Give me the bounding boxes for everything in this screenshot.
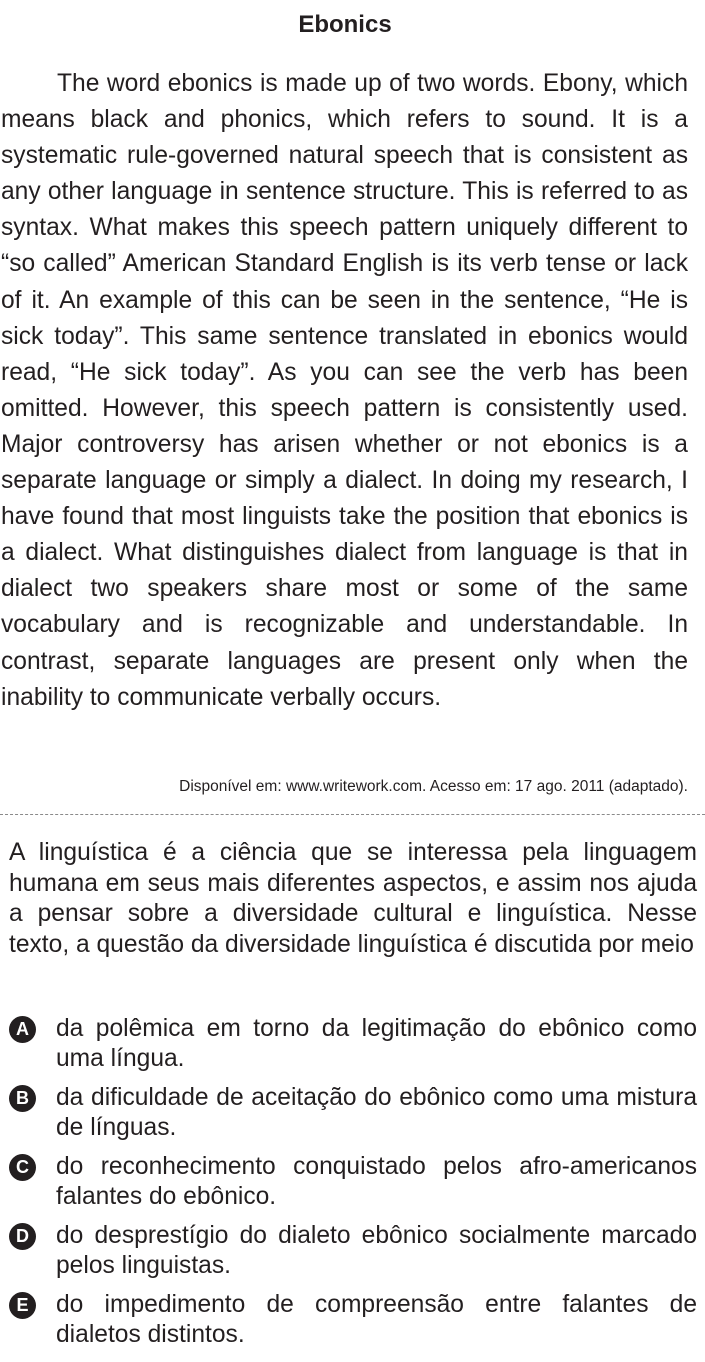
option-letter-d: D bbox=[9, 1223, 36, 1250]
section-divider bbox=[0, 814, 705, 815]
option-a[interactable] bbox=[9, 1014, 697, 1073]
option-letter-c: C bbox=[9, 1154, 36, 1181]
source-citation: Disponível em: www.writework.com. Acesso em: 17 ago. 2011 (adaptado). bbox=[179, 778, 688, 795]
option-a-text: da polêmica em torno da legitimação do ebônico como uma língua. bbox=[56, 1015, 697, 1072]
option-c[interactable] bbox=[9, 1152, 697, 1211]
option-letter-b: B bbox=[9, 1085, 36, 1112]
question-stem: A linguística é a ciência que se interessa pela linguagem humana em seus mais diferentes aspectos, e assim nos ajuda a pensar sobre a diversidade cultural e linguística. Nesse texto, a questão da diversidade linguística é discutida por meio bbox=[9, 839, 697, 958]
passage-text: The word ebonics is made up of two words. Ebony, which means black and phonics, which refers to sound. It is a systematic rule-governed natural speech that is consistent as any other language in sentence structure. This is referred to as syntax. What makes this speech pattern uniquely different to “so called” American Standard English is its verb tense or lack of it. An example of this can be seen in the sentence, “He is sick today”. This same sentence translated in ebonics would read, “He sick today”. As you can see the verb has been omitted. However, this speech pattern is consistently used. Major controversy has arisen whether or not ebonics is a separate language or simply a dialect. In doing my research, I have found that most linguists take the position that ebonics is a dialect. What distinguishes dialect from language is that in dialect two speakers share most or some of the same vocabulary and is recognizable and understandable. In contrast, separate languages are present only when the inability to communicate verbally occurs. bbox=[1, 70, 688, 711]
option-b[interactable] bbox=[9, 1083, 697, 1142]
option-letter-e: E bbox=[9, 1292, 36, 1319]
passage-title: Ebonics bbox=[298, 11, 392, 38]
option-b-text: da dificuldade de aceitação do ebônico como uma mistura de línguas. bbox=[56, 1084, 697, 1141]
option-letter-a: A bbox=[9, 1016, 36, 1043]
option-e[interactable] bbox=[9, 1290, 697, 1349]
option-c-text: do reconhecimento conquistado pelos afro-americanos falantes do ebônico. bbox=[56, 1153, 697, 1210]
option-e-text: do impedimento de compreensão entre falantes de dialetos distintos. bbox=[56, 1291, 697, 1348]
option-d-text: do desprestígio do dialeto ebônico socialmente marcado pelos linguistas. bbox=[56, 1222, 697, 1279]
option-d[interactable] bbox=[9, 1221, 697, 1280]
